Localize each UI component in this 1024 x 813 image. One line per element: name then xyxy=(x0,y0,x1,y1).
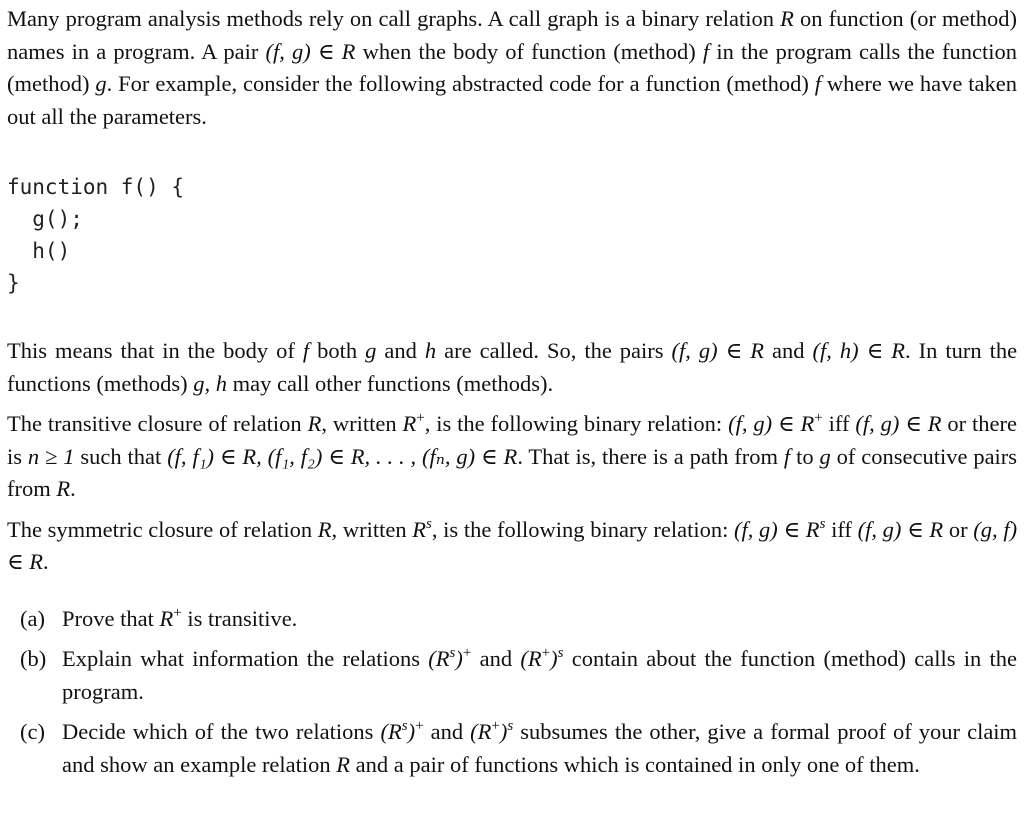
part-a-text-2: is transitive. xyxy=(187,605,298,631)
intro-text-1: Many program analysis methods rely on call graphs. A call graph is a binary relation xyxy=(7,6,775,31)
transitive-closure-paragraph xyxy=(7,408,1017,506)
math-pair-fg-in-R: (f, g) ∈ R xyxy=(671,338,765,363)
symmetric-text-3: , is the following binary relation: xyxy=(431,516,729,542)
part-a-text-1: Prove that xyxy=(62,605,154,631)
math-R-plus xyxy=(159,606,181,631)
math-plus-superscript: + xyxy=(491,718,500,734)
part-c-text-4: and a pair of functions which is contained in only one of them. xyxy=(355,751,920,777)
body-text-7: may call other functions (methods). xyxy=(232,370,554,396)
math-Rs-plus xyxy=(380,719,423,744)
math-R: R xyxy=(402,411,417,436)
code-block xyxy=(7,171,1017,299)
part-b-text-2: and xyxy=(479,646,513,671)
math-plus-superscript: + xyxy=(541,645,551,661)
math-pair-fh-in-R: (f, h) ∈ R xyxy=(812,338,906,363)
intro-text-4: in the program calls the function (method) xyxy=(7,38,1018,96)
math-f: f xyxy=(302,338,310,363)
math-f: f xyxy=(702,38,710,64)
list-item xyxy=(7,643,1017,708)
part-c-text-1: Decide which of the two relations xyxy=(62,719,374,744)
math-R: R xyxy=(336,751,351,777)
list-item xyxy=(7,603,1017,636)
transitive-text-1: The transitive closure of relation xyxy=(7,411,302,436)
transitive-text-9: of consecutive pairs from xyxy=(7,443,1018,501)
math-close: ) xyxy=(499,719,508,744)
intro-text-2: on function (or method) names in a program. A pair xyxy=(7,6,1018,64)
math-close: ) xyxy=(455,646,463,671)
part-b-text-3: contain about the function (method) calls in the program. xyxy=(62,646,1018,704)
transitive-text-10: . xyxy=(70,476,76,501)
symmetric-text-2: , written xyxy=(331,516,407,542)
code-line-3: h() xyxy=(7,239,71,263)
body-text-5: and xyxy=(772,338,805,363)
symmetric-closure-paragraph xyxy=(7,514,1017,579)
math-n-ge-1: n ≥ 1 xyxy=(27,443,75,469)
math-Rplus-s xyxy=(520,646,563,671)
math-g: g xyxy=(95,71,107,96)
math-f: f xyxy=(814,71,821,96)
math-R: R xyxy=(780,6,794,31)
math-open: (R xyxy=(520,646,542,671)
math-path-chain: (f, f₁) ∈ R, (f₁, f₂) ∈ R, . . . , (fₙ, g) ∈ R xyxy=(167,443,518,469)
part-label-b: (b) xyxy=(20,646,47,671)
part-b-text-1: Explain what information the relations xyxy=(62,646,420,671)
question-parts-list xyxy=(7,603,1017,782)
math-pair-gf-in-R: (g, f) ∈ R xyxy=(7,516,1018,574)
math-s-superscript: s xyxy=(449,645,456,661)
math-s-superscript: s xyxy=(401,718,408,734)
math-pair-fg-in: (f, g) ∈ R xyxy=(734,516,820,542)
body-text-2: both xyxy=(317,338,358,363)
math-Rplus-s xyxy=(470,719,513,744)
body-text-6: . In turn the functions (methods) xyxy=(7,338,1018,396)
math-plus-superscript: + xyxy=(173,604,182,621)
math-h: h xyxy=(424,338,437,363)
math-plus-superscript: + xyxy=(462,645,472,661)
math-s-superscript: s xyxy=(507,718,514,734)
math-plus-superscript: + xyxy=(416,410,425,426)
intro-text-5: . For example, consider the following abstracted code for a function (method) xyxy=(106,71,809,96)
math-Rs-plus xyxy=(428,646,471,671)
math-s-superscript: s xyxy=(819,515,826,532)
transitive-text-4: iff xyxy=(828,411,850,436)
part-c-text-2: and xyxy=(430,719,464,744)
math-R: R xyxy=(56,476,71,501)
symmetric-text-5: or xyxy=(948,516,968,542)
code-line-2: g(); xyxy=(7,207,83,231)
symmetric-text-4: iff xyxy=(831,516,852,542)
math-plus-superscript: + xyxy=(814,410,823,426)
symmetric-text-1: The symmetric closure of relation xyxy=(7,516,313,542)
math-g-h: g, h xyxy=(193,370,227,396)
body-text-1: This means that in the body of xyxy=(7,338,295,363)
transitive-text-6: such that xyxy=(80,443,162,469)
body-text-4: are called. So, the pairs xyxy=(444,338,664,363)
body-paragraph xyxy=(7,335,1017,400)
body-text-3: and xyxy=(384,338,417,363)
math-pair-fg-in-R-plus xyxy=(728,411,823,436)
list-item xyxy=(7,716,1017,781)
math-R: R xyxy=(317,516,332,542)
math-close: ) xyxy=(550,646,558,671)
code-line-1: function f() { xyxy=(7,175,185,199)
transitive-text-7: . That is, there is a path from xyxy=(517,443,779,469)
code-line-4: } xyxy=(7,271,20,295)
math-open: (R xyxy=(470,719,492,744)
transitive-text-8: to xyxy=(796,443,814,469)
math-R-s xyxy=(412,517,432,542)
intro-paragraph xyxy=(7,3,1017,133)
math-pair-fg-in-R-s xyxy=(734,517,825,542)
part-c-text-3: subsumes the other, give a formal proof of your claim and show an example relation xyxy=(62,719,1018,777)
math-R: R xyxy=(412,516,427,542)
math-pair-fg-in-R: (f, g) ∈ R xyxy=(857,516,944,542)
math-s-superscript: s xyxy=(557,645,564,661)
math-R: R xyxy=(159,605,174,631)
math-pair-fg-in-R: (f, g) ∈ R xyxy=(855,411,942,436)
part-label-a: (a) xyxy=(20,605,45,631)
part-label-c: (c) xyxy=(20,719,45,744)
math-s-superscript: s xyxy=(426,515,432,532)
math-plus-superscript: + xyxy=(415,718,424,734)
math-g: g xyxy=(365,338,377,363)
math-close: ) xyxy=(407,719,416,744)
transitive-text-3: , is the following binary relation: xyxy=(424,411,723,436)
transitive-text-5: or there is xyxy=(7,411,1018,469)
math-open: (R xyxy=(428,646,450,671)
math-pair-fg-in-R: (f, g) ∈ R xyxy=(265,38,356,64)
math-R-plus xyxy=(402,411,424,436)
math-R: R xyxy=(307,411,322,436)
transitive-text-2: , written xyxy=(321,411,397,436)
math-pair-fg-in: (f, g) ∈ R xyxy=(728,411,815,436)
math-open: (R xyxy=(380,719,402,744)
intro-text-3: when the body of function (method) xyxy=(362,38,696,64)
symmetric-text-6: . xyxy=(43,549,49,574)
math-f: f xyxy=(783,443,791,469)
intro-text-6: where we have taken out all the parameters. xyxy=(7,71,1018,129)
math-g: g xyxy=(819,443,831,469)
